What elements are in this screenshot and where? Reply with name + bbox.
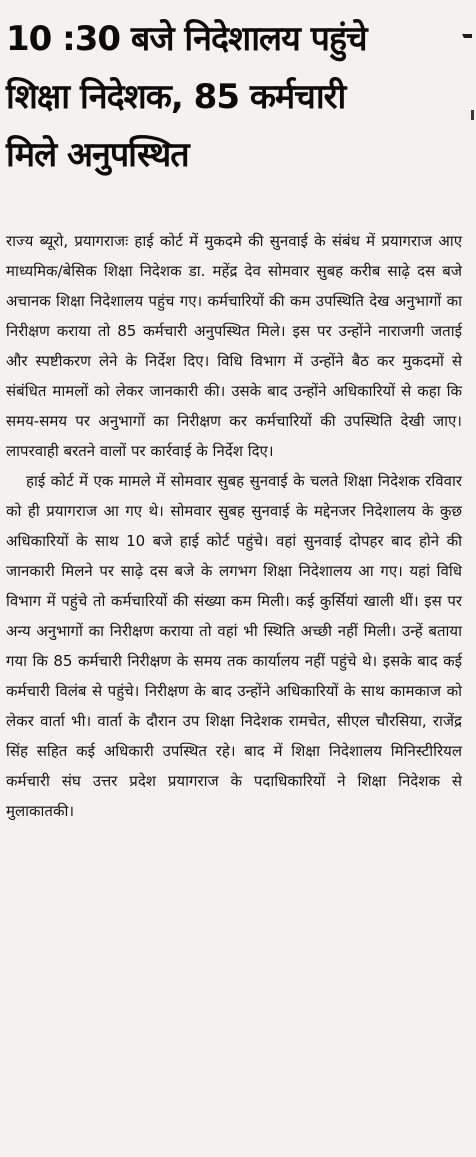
- cropped-adjacent-text-mark: [471, 110, 474, 120]
- article-body: [6, 226, 462, 826]
- headline-line-3: मिले अनुपस्थित: [6, 135, 189, 175]
- cropped-adjacent-text-mark: [462, 34, 472, 56]
- headline: [6, 10, 452, 184]
- headline-line-1: 10 :30 बजे निदेशालय पहुंचे: [6, 19, 367, 59]
- article-paragraph-2: हाई कोर्ट में एक मामले में सोमवार सुबह सुनवाई के चलते शिक्षा निदेशक रविवार को ही प्रयागराज आ गए थे। सोमवार सुबह सुनवाई के मद्देनजर निदेशालय के कुछ अधिकारियों के साथ 10 बजे हाई कोर्ट पहुंचे। वहां सुनवाई दोपहर बाद होने की जानकारी मिलने पर साढ़े दस बजे के लगभग शिक्षा निदेशालय आ गए। यहां विधि विभाग में पहुंचे तो कर्मचारियों की संख्या कम मिली। कई कुर्सियां खाली थीं। इस पर अन्य अनुभागों का निरीक्षण कराया तो वहां भी स्थिति अच्छी नहीं मिली। उन्हें बताया गया कि 85 कर्मचारी निरीक्षण के समय तक कार्यालय नहीं पहुंचे थे। इसके बाद कई कर्मचारी विलंब से पहुंचे। निरीक्षण के बाद उन्होंने अधिकारियों के साथ कामकाज को लेकर वार्ता भी। वार्ता के दौरान उप शिक्षा निदेशक रामचेत, सीएल चौरसिया, राजेंद्र सिंह सहित कई अधिकारी उपस्थित रहे। बाद में शिक्षा निदेशालय मिनिस्टीरियल कर्मचारी संघ उत्तर प्रदेश प्रयागराज के पदाधिकारियों ने शिक्षा निदेशक से मुलाकातकी।: [6, 472, 462, 820]
- headline-line-2: शिक्षा निदेशक, 85 कर्मचारी: [6, 77, 346, 117]
- article-paragraph-1: राज्य ब्यूरो, प्रयागराजः हाई कोर्ट में मुकदमे की सुनवाई के संबंध में प्रयागराज आए माध्यमिक/बेसिक शिक्षा निदेशक डा. महेंद्र देव सोमवार सुबह करीब साढ़े दस बजे अचानक शिक्षा निदेशालय पहुंच गए। कर्मचारियों की कम उपस्थिति देख अनुभागों का निरीक्षण कराया तो 85 कर्मचारी अनुपस्थित मिले। इस पर उन्होंने नाराजगी जताई और स्पष्टीकरण लेने के निर्देश दिए। विधि विभाग में उन्होंने बैठ कर मुकदमों से संबंधित मामलों को लेकर जानकारी की। उसके बाद उन्होंने अधिकारियों से कहा कि समय-समय पर अनुभागों का निरीक्षण कर कर्मचारियों की उपस्थिति देखी जाए। लापरवाही बरतने वालों पर कार्रवाई के निर्देश दिए।: [6, 232, 462, 460]
